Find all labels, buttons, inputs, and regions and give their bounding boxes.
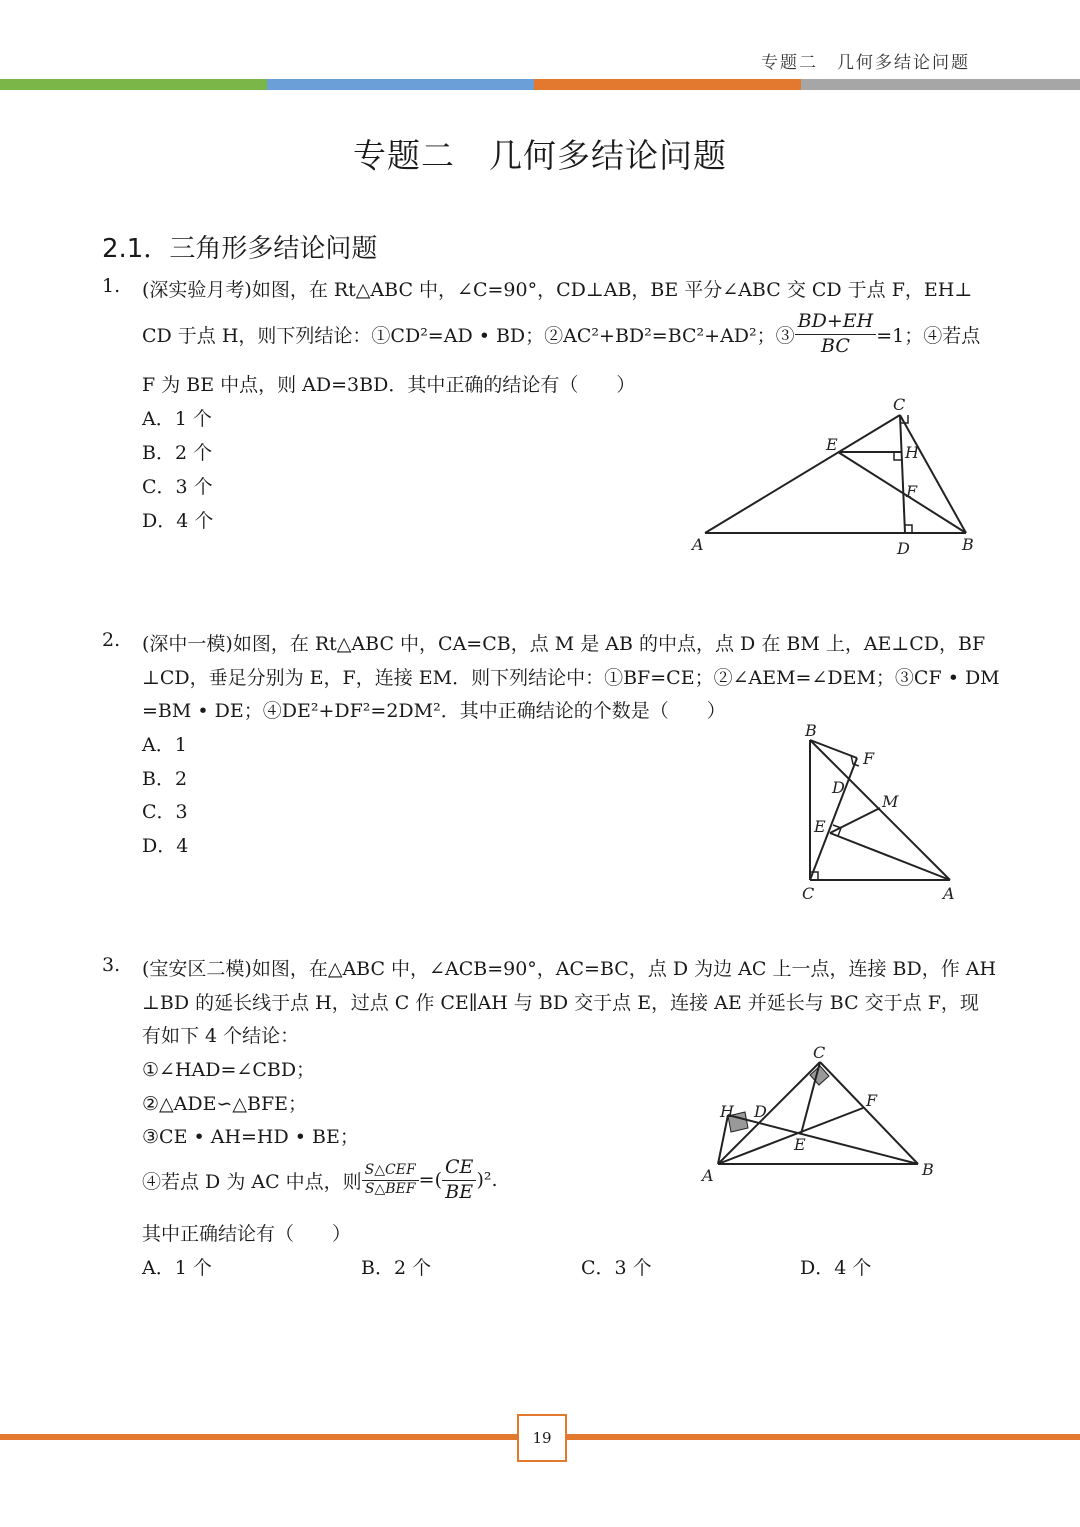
q2-seg-bf [810, 740, 857, 758]
q1-line3: F 为 BE 中点，则 AD=3BD．其中正确的结论有（ ） [142, 374, 636, 396]
color-bar-blue [267, 79, 534, 90]
q3-label-c: C [813, 1043, 826, 1062]
q3-line2: ⊥BD 的延长线于点 H，过点 C 作 CE∥AH 与 BD 交于点 E，连接 AE 并延长与 BC 交于点 F，现 [142, 992, 979, 1014]
color-bar-orange [534, 79, 801, 90]
q1-figure [680, 390, 980, 565]
q1-frac-denominator: BC [821, 334, 850, 357]
q1-frac-numerator: BD+EH [795, 310, 877, 335]
q3-option-a: A．1 个 [142, 1257, 212, 1279]
color-bar-green [0, 79, 267, 90]
q2-label-c: C [802, 884, 815, 903]
q3-label-f: F [866, 1091, 878, 1110]
q1-label-b: B [962, 535, 974, 554]
q3-conclusion-4 [142, 1156, 498, 1205]
q1-number: 1. [102, 275, 121, 297]
q3-conclusion-1: ①∠HAD=∠CBD； [142, 1059, 316, 1081]
q3-fraction-area [362, 1162, 419, 1198]
q2-seg-em [830, 808, 880, 833]
q3-frac2-denominator: BE [445, 1180, 474, 1203]
q3-line1: (宝安区二模)如图，在△ABC 中，∠ACB=90°，AC=BC，点 D 为边 AC 上一点，连接 BD，作 AH [142, 958, 997, 980]
q3-label-e: E [794, 1135, 806, 1154]
q3-label-b: B [922, 1160, 934, 1179]
q2-label-a: A [943, 884, 955, 903]
q1-option-d: D．4 个 [142, 510, 214, 532]
q2-label-m: M [882, 792, 899, 811]
q2-option-b: B．2 [142, 768, 188, 790]
q2-option-c: C．3 [142, 801, 188, 823]
q3-option-b: B．2 个 [361, 1257, 432, 1279]
q3-line3: 有如下 4 个结论： [142, 1025, 300, 1047]
q3-seg-cb [820, 1062, 918, 1164]
q3-seg-hb [728, 1115, 918, 1164]
q1-label-e: E [826, 435, 838, 454]
q3-fraction-ratio [442, 1156, 476, 1205]
q3-c4-eq: =( [418, 1169, 443, 1192]
q1-option-a: A．1 个 [142, 408, 212, 430]
q3-frac1-numerator: S△CEF [362, 1162, 419, 1181]
header-color-bar [0, 79, 1080, 90]
q1-seg-cb [900, 415, 966, 533]
page-number: 19 [517, 1414, 567, 1462]
running-header: 专题二 几何多结论问题 [761, 53, 970, 73]
q3-option-d: D．4 个 [800, 1257, 872, 1279]
page-title: 专题二 几何多结论问题 [353, 136, 727, 175]
q1-label-c: C [893, 395, 906, 414]
q2-label-b: B [805, 721, 817, 740]
q2-seg-ba [810, 740, 950, 880]
q2-figure [790, 715, 980, 910]
color-bar-gray [801, 79, 1080, 90]
q1-option-c: C．3 个 [142, 476, 213, 498]
q1-fraction [795, 310, 877, 359]
q2-option-d: D．4 [142, 835, 189, 857]
q3-label-a: A [702, 1166, 714, 1185]
q2-line3: =BM • DE；④DE²+DF²=2DM²．其中正确结论的个数是（ ） [142, 700, 726, 722]
q1-seg-cd [900, 415, 905, 533]
q1-option-b: B．2 个 [142, 442, 213, 464]
q2-label-e: E [814, 817, 826, 836]
q1-label-a: A [692, 535, 704, 554]
q1-label-d: D [897, 539, 910, 558]
q3-label-h: H [720, 1102, 734, 1121]
q2-line2: ⊥CD，垂足分别为 E，F，连接 EM．则下列结论中：①BF=CE；②∠AEM=∠DEM；③CF • DM [142, 667, 1000, 689]
q1-line2-text-a: CD 于点 H，则下列结论：①CD²=AD • BD；②AC²+BD²=BC²+AD²；③ [142, 324, 795, 347]
q3-number: 3. [102, 954, 121, 976]
section-title: 2.1．三角形多结论问题 [102, 234, 378, 264]
q3-option-c: C．3 个 [581, 1257, 652, 1279]
q2-number: 2. [102, 629, 121, 651]
q3-frac2-numerator: CE [442, 1156, 476, 1181]
q3-conclusion-2: ②△ADE∽△BFE； [142, 1093, 308, 1115]
q3-label-d: D [754, 1102, 767, 1121]
q1-line2-text-b: =1；④若点 [876, 324, 981, 347]
q2-label-f: F [863, 749, 875, 768]
q2-line1: (深中一模)如图，在 Rt△ABC 中，CA=CB，点 M 是 AB 的中点，点 D 在 BM 上，AE⊥CD，BF [142, 633, 986, 655]
q3-ask: 其中正确结论有（ ） [142, 1223, 352, 1245]
q1-line1: (深实验月考)如图，在 Rt△ABC 中，∠C=90°，CD⊥AB，BE 平分∠ABC 交 CD 于点 F，EH⊥ [142, 279, 973, 301]
q2-seg-ae [830, 833, 950, 880]
q1-line2 [142, 310, 980, 359]
q3-figure [690, 1040, 950, 1190]
q1-label-f: F [906, 482, 918, 501]
q3-frac1-denominator: S△BEF [364, 1180, 416, 1197]
q2-label-d: D [832, 778, 845, 797]
q1-seg-ac [705, 415, 900, 533]
q3-conclusion-3: ③CE • AH=HD • BE； [142, 1126, 359, 1148]
q1-label-h: H [905, 443, 919, 462]
q3-c4-tail: )². [476, 1169, 498, 1192]
q3-c4-text: ④若点 D 为 AC 中点，则 [142, 1170, 362, 1193]
q2-option-a: A．1 [142, 734, 187, 756]
